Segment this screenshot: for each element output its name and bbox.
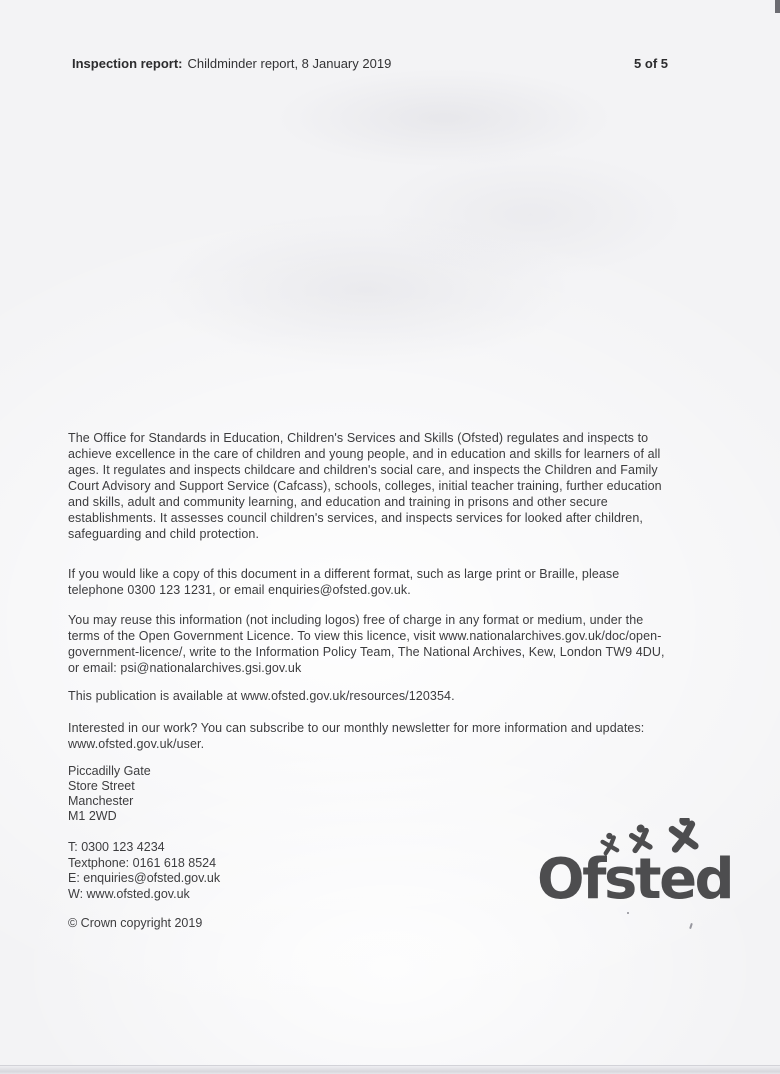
scan-edge-artifact bbox=[775, 0, 780, 13]
person-large-icon bbox=[671, 818, 695, 849]
contact-block bbox=[68, 840, 220, 902]
alternative-format-paragraph: If you would like a copy of this document in a different format, such as large print or Braille, please telephone 0300 123 1231, or email enquiries@ofsted.gov.uk. bbox=[68, 567, 620, 597]
open-government-licence-paragraph: You may reuse this information (not including logos) free of charge in any format or medium, under the terms of the Open Government Licence. To view this licence, visit www.nationalarchives.gov.uk/doc/open-government-licence/, write to the Information Policy Team, The National Archives, Kew, London TW9 4DU, or email: psi@nationalarchives.gsi.gov.uk bbox=[68, 613, 665, 675]
copyright-line: © Crown copyright 2019 bbox=[68, 916, 203, 930]
report-type-label: Inspection report: bbox=[72, 56, 183, 71]
scan-speck bbox=[689, 923, 693, 929]
email-line: E: enquiries@ofsted.gov.uk bbox=[68, 871, 221, 885]
telephone-line: T: 0300 123 4234 bbox=[68, 840, 165, 854]
address-line: Piccadilly Gate bbox=[68, 764, 151, 778]
website-line: W: www.ofsted.gov.uk bbox=[68, 886, 190, 901]
scan-speck bbox=[627, 912, 629, 914]
report-header-title bbox=[72, 56, 391, 72]
newsletter-paragraph: Interested in our work? You can subscribe to our monthly newsletter for more information and updates: www.ofsted.gov.uk/user. bbox=[68, 721, 645, 751]
page-header bbox=[72, 56, 668, 72]
about-ofsted-paragraph: The Office for Standards in Education, Children's Services and Skills (Ofsted) regulates and inspects to achieve excellence in the care of children and young people, and in education and skills for learners of all ages. It regulates and inspects childcare and children's social care, and inspects the Children and Family Court Advisory and Support Service (Cafcass), schools, colleges, initial teacher training, further education and skills, adult and community learning, and education and training in prisons and other secure establishments. It assesses council children's services, and inspects services for looked after children, safeguarding and child protection. bbox=[68, 431, 662, 541]
address-line: M1 2WD bbox=[68, 809, 117, 823]
address-line: Store Street bbox=[68, 779, 135, 793]
address-line: Manchester bbox=[68, 794, 134, 808]
report-subtitle: Childminder report, 8 January 2019 bbox=[187, 56, 392, 71]
ofsted-logo-graphic bbox=[536, 818, 736, 904]
publication-availability-line: This publication is available at www.ofsted.gov.uk/resources/120354. bbox=[68, 689, 455, 703]
scan-bottom-edge-band bbox=[0, 1066, 780, 1074]
page-number: 5 of 5 bbox=[634, 56, 668, 71]
ofsted-wordmark: Ofsted bbox=[537, 847, 733, 904]
address-block bbox=[68, 764, 151, 824]
ofsted-logo bbox=[536, 818, 736, 904]
textphone-line: Textphone: 0161 618 8524 bbox=[68, 855, 217, 870]
